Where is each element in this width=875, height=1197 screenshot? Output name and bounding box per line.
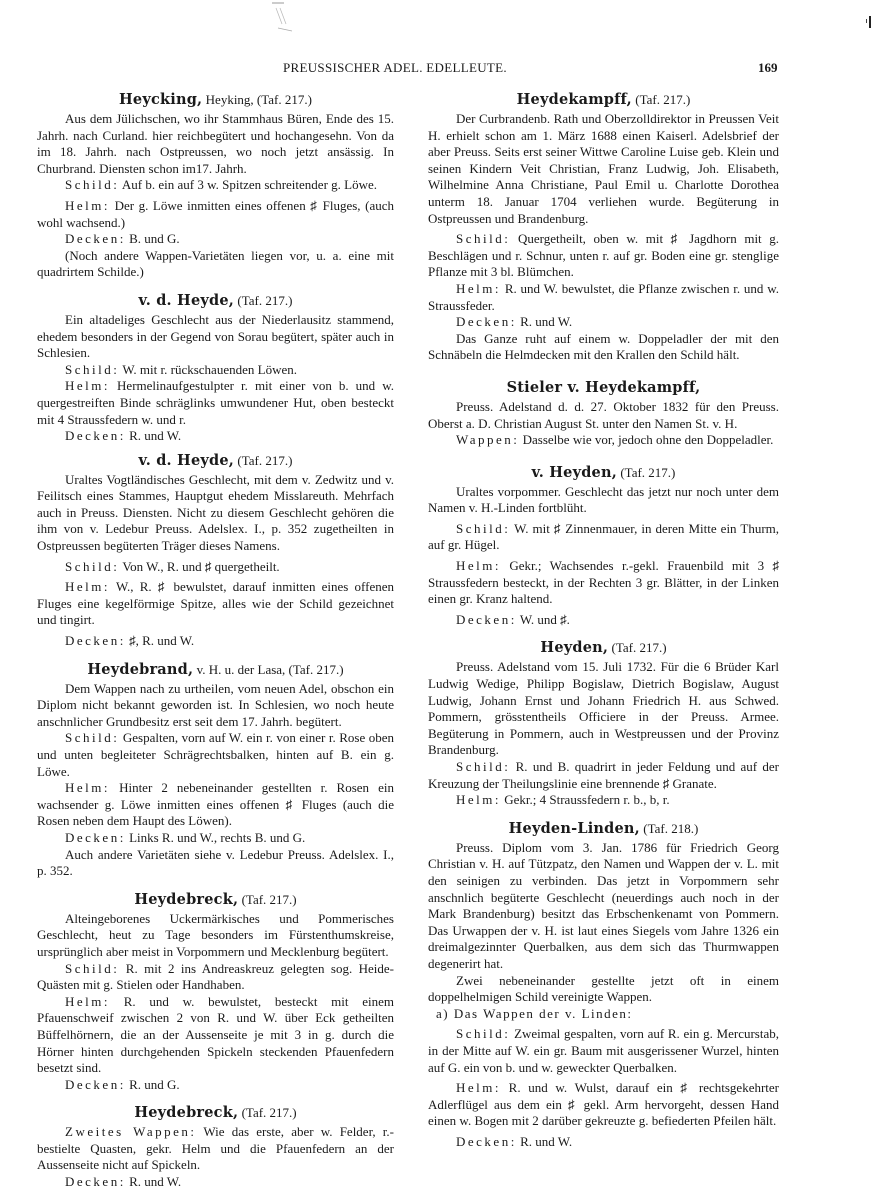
paragraph-schild: Schild: W. mit ♯ Zinnenmauer, in deren Mitte ein Thurm, auf gr. Hügel. (428, 520, 780, 553)
paragraph-decken: Decken: Links R. und W., rechts B. und G. (65, 829, 306, 845)
page-header (0, 60, 875, 80)
paragraph: Ein altadeliges Geschlecht aus der Niederlausitz stammend, ehedem besonders in der Gegend von Sorau begütert, später auch in Schlesien. (37, 311, 394, 361)
paragraph-helm: Helm: Hinter 2 nebeneinander gestellten r. Rosen ein wachsender g. Löwe inmitten eines offenen ♯ Fluges (auch die Rosen neben dem Haupt des Löwen). (37, 780, 394, 829)
label: Decken: (456, 314, 517, 330)
paragraph-decken: Decken: R. und W. (456, 1133, 573, 1149)
entry-heyden-linden (428, 819, 779, 1151)
entry-subtitle: (Taf. 217.) (635, 92, 691, 107)
label: Helm: (65, 579, 110, 595)
paragraph-decken: Decken: R. und W. (65, 428, 182, 444)
entry-subtitle: (Taf. 217.) (237, 292, 293, 308)
entry-stieler-v-heydekampff (428, 378, 779, 449)
scan-mark-right (866, 14, 872, 28)
paragraph-helm: Helm: Hermelinaufgestulpter r. mit einer von b. und w. quergestreiften Binde schräglinks umwundener Hut, oben besteckt mit 4 Straussfedern w. und r. (37, 378, 394, 427)
entry-subtitle: v. H. u. der Lasa, (Taf. 217.) (196, 661, 344, 677)
paragraph-decken: Decken: ♯, R. und W. (65, 633, 195, 649)
paragraph-decken: Decken: R. und W. (65, 1174, 182, 1190)
entry-subtitle: (Taf. 217.) (241, 891, 297, 907)
entry-name: Heydebrand, (87, 660, 194, 678)
label: Wappen: (456, 432, 520, 448)
label: Helm: (456, 1080, 501, 1096)
paragraph-helm: Helm: R. und w. Wulst, darauf ein ♯ rechtsgekehrter Adlerflügel aus dem ein ♯ gekl. Arm hervorgeht, dessen Hand einen w. Bogen mit 2 darüber gekreuzte g. befiederten Pfeilen hält. (428, 1080, 780, 1129)
entry-name: v. d. Heyde, (138, 291, 235, 309)
paragraph: Aus dem Jülichschen, wo ihr Stammhaus Büren, Ende des 15. Jahrh. nach Curland. hier reichbegütert und hochangesehn. Von da im 18. Jahrh. nach Ostpreussen, wo noch jetzt ansässig. In Churbrand. Diensten schon im17. Jahrh. (37, 111, 394, 176)
label: Schild: (456, 759, 511, 774)
paragraph-schild: Schild: Quergetheilt, oben w. mit ♯ Jagdhorn mit g. Beschlägen und r. Schnur, unten r. auf gr. Boden eine gr. stenglige Pflanze mit 3 bl. Blümchen. (428, 231, 780, 280)
paragraph: Preuss. Diplom vom 3. Jan. 1786 für Friedrich Georg Christian v. H. auf Tützpatz, den Namen und Wappen der v. L. mit den seinigen zu verbinden. Das jetzt in Vorpommern sehr anschnlich begüterte Geschlecht (neuerdings auch noch in der Mark Brandenburg) besitzt das Erbschenkenamt von Pommern. Das Urwappen der v. H. ist laut eines Siegels vom Jahre 1326 ein dreimalgezinnter Querbalken, aus dem sich das Thurmwappen degenerirt hat. (428, 839, 779, 971)
paragraph: Preuss. Adelstand vom 15. Juli 1732. Für die 6 Brüder Karl Ludwig Wedige, Philipp Bogislaw, Dietrich Bogislaw, August Ludwig, Johann Ernst und Johann Friedrich H. aus Schwed. Pommern, grösstentheils Officiere in der Preuss. Armee. Begüterung in Pommern, auch in Westpreussen und der Provinz Brandenburg. (428, 659, 779, 758)
paragraph-schild: Schild: Zweimal gespalten, vorn auf R. ein g. Mercurstab, in der Mitte auf W. ein gr. Baum mit ausgerissener Wurzel, hinten auf G. ein von b. und w. geweckter Querbalken. (428, 1026, 780, 1075)
paragraph-helm: Helm: Gekr.; Wachsendes r.-gekl. Frauenbild mit 3 ♯ Straussfedern besteckt, in der Rechten 3 gr. Blätter, in der Linken einen gr. Kranz haltend. (428, 558, 779, 607)
entry-title (37, 291, 394, 310)
entry-subtitle: Heyking, (Taf. 217.) (205, 92, 312, 107)
label: Decken: (65, 633, 126, 649)
entry-name: Heydebreck, (134, 890, 239, 908)
label: Zweites Wappen: (65, 1124, 197, 1140)
label: Schild: (65, 177, 120, 193)
paragraph-note: Auch andere Varietäten siehe v. Ledebur Preuss. Adelslex. I., p. 352. (37, 846, 394, 879)
left-column (37, 90, 394, 1197)
entry-name: Heyden, (540, 639, 609, 657)
entry-subtitle: (Taf. 218.) (643, 820, 699, 836)
paragraph-helm: Helm: R. und W. bewulstet, die Pflanze zwischen r. und w. Straussfeder. (428, 280, 779, 313)
entry-heydebreck-1 (37, 890, 394, 1094)
entry-v-d-heyde-1 (37, 291, 394, 445)
label: Schild: (65, 361, 120, 377)
entry-v-heyden (428, 463, 779, 629)
label: Decken: (65, 1174, 126, 1190)
paragraph-helm: Helm: W., R. ♯ bewulstet, darauf inmitten eines offenen Fluges eine kegelförmige Spitze, alles wie der Schild gezeichnet und tingirt. (37, 579, 395, 628)
paragraph: Der Curbrandenb. Rath und Oberzolldirektor in Preussen Veit H. erhielt schon am 1. März 1688 einen Kaiserl. Adelsbrief der aber Preuss. Seits erst seiner Wittwe Caroline Luise geb. Klein und seinen Kindern Veit Christian, Franz Ludwig, Joh. Elisabeth, Wilhelmine Anna Christiane, Paul Emil u. Charlotte Dorothea unterm 18. Januar 1704 verliehen wurde. Begüterung in Ostpreussen und Brandenburg. (428, 111, 779, 226)
paragraph: Zwei nebeneinander gestellte jetzt oft in einem doppelhelmigen Schild vereinigte Wappen. (428, 972, 779, 1005)
label: Schild: (65, 730, 120, 746)
entry-subtitle: (Taf. 217.) (620, 464, 676, 480)
entry-name: Stieler v. Heydekampff, (506, 378, 701, 396)
entry-name: Heycking, (119, 91, 203, 108)
entry-subtitle: (Taf. 217.) (241, 1105, 297, 1121)
entry-title (37, 660, 394, 679)
entry-title (428, 378, 779, 397)
paragraph-decken: Decken: R. und W. (456, 314, 573, 330)
label: Decken: (65, 428, 126, 444)
label: Helm: (456, 558, 501, 574)
entry-subtitle: (Taf. 217.) (237, 452, 293, 468)
paragraph-decken: Decken: W. und ♯. (456, 611, 570, 627)
paragraph-schild: Schild: R. mit 2 ins Andreaskreuz gelegten sog. Heide-Quästen mit g. Stielen oder Handhaben. (37, 960, 395, 993)
paragraph-note: (Noch andere Wappen-Varietäten liegen vor, u. a. eine mit quadrirtem Schilde.) (37, 247, 394, 280)
entry-name: Heyden-Linden, (508, 819, 640, 837)
page-number: 169 (758, 60, 778, 75)
paragraph: Uraltes vorpommer. Geschlecht das jetzt nur noch unter dem Namen v. H.-Linden fortblüht. (428, 483, 779, 516)
paragraph: Uraltes Vogtländisches Geschlecht, mit dem v. Zedwitz und v. Feilitsch eines Stammes, Hauptgut ehedem Misslareuth. Mehrfach auch in Preuss. Diensten. Nicht zu diesem Geschlecht gehören die ihm von v. Ledebur Preuss. Adelslex. I., p. 352 zugetheilten in Ostpreussen begüterten Träger dieses Namens. (37, 471, 394, 554)
entry-title (428, 90, 779, 109)
paragraph-schild: Schild: W. mit r. rückschauenden Löwen. (65, 361, 297, 377)
right-column (428, 90, 779, 1156)
entry-subtitle: (Taf. 217.) (611, 640, 667, 656)
label: Schild: (456, 231, 511, 247)
label: Helm: (65, 197, 110, 213)
paragraph-wappen: Wappen: Dasselbe wie vor, jedoch ohne den Doppeladler. (456, 432, 774, 448)
paragraph: Alteingeborenes Uckermärkisches und Pommerisches Geschlecht, heut zu Tage besonders im Fürstenthumskreise, ursprünglich aber meist in Vorpommern und Mecklenburg begütert. (37, 910, 394, 959)
paragraph-schild: Schild: R. und B. quadrirt in jeder Feldung und auf der Kreuzung der Theilungslinie eine brennende ♯ Granate. (428, 759, 779, 791)
label: Schild: (456, 1026, 511, 1042)
entry-name: Heydebreck, (134, 1104, 239, 1122)
entry-title (428, 638, 779, 657)
subheading-wappen-v-linden: a) Das Wappen der v. Linden: (436, 1005, 633, 1021)
label: Decken: (456, 611, 517, 627)
paragraph-helm: Helm: Gekr.; 4 Straussfedern r. b., b, r. (456, 792, 670, 808)
entry-name: v. d. Heyde, (138, 451, 235, 469)
label: Decken: (65, 829, 126, 845)
label: Helm: (65, 378, 110, 394)
label: Schild: (65, 960, 120, 976)
label: Decken: (65, 1076, 126, 1092)
paragraph-schild: Schild: Von W., R. und ♯ quergetheilt. (65, 558, 280, 574)
paragraph-decken: Decken: B. und G. (65, 231, 180, 247)
entry-title (37, 451, 394, 470)
label: Helm: (65, 780, 110, 796)
paragraph-helm: Helm: Der g. Löwe inmitten eines offenen ♯ Fluges, (auch wohl wachsend.) (37, 197, 394, 230)
entry-heycking (37, 90, 394, 281)
entry-title (428, 463, 779, 482)
label: Helm: (65, 993, 110, 1009)
entry-heydekampff (428, 90, 779, 364)
entry-name: Heydekampff, (516, 91, 632, 108)
scan-mark-top (270, 2, 300, 32)
entry-heydebreck-2 (37, 1103, 394, 1190)
entry-heydebrand (37, 660, 394, 880)
label: Helm: (456, 280, 501, 296)
paragraph-helm: Helm: R. und w. bewulstet, besteckt mit einem Pfauenschweif zwischen 2 von R. und W. über Eck getheilten Büffelhörnern, die an der Aussenseite je mit 3 in g. durch die Hörner hinten durchgehenden Spickeln steckenden Pfauenfedern besetzt sind. (37, 993, 394, 1076)
entry-name: v. Heyden, (531, 463, 617, 481)
entry-v-d-heyde-2 (37, 451, 394, 650)
paragraph-zweites-wappen: Zweites Wappen: Wie das erste, aber w. Felder, r.-bestielte Quasten, gekr. Helm und die Pfauenfedern an der Aussenseite nicht auf Spickeln. (37, 1124, 394, 1173)
paragraph: Dem Wappen nach zu urtheilen, vom neuen Adel, obschon ein Diplom nicht bekannt geworden ist. In Schlesien, wo noch heute anschnlicher Grundbesitz erst seit dem 17. Jahrh. begütert. (37, 680, 394, 729)
label: Schild: (456, 520, 511, 536)
paragraph: Preuss. Adelstand d. d. 27. Oktober 1832 für den Preuss. Oberst a. D. Christian August St. unter den Namen St. v. H. (428, 398, 779, 431)
entry-title (37, 890, 394, 909)
label: Decken: (65, 231, 126, 247)
entry-title (37, 90, 394, 109)
running-title: PREUSSISCHER ADEL. EDELLEUTE. (283, 60, 507, 75)
paragraph-schild: Schild: Gespalten, vorn auf W. ein r. von einer r. Rose oben und unten begleiteter Schrägrechtsbalken, hinten auf B. ein g. Löwe. (37, 730, 395, 779)
label: Decken: (456, 1133, 517, 1149)
paragraph-note: Das Ganze ruht auf einem w. Doppeladler der mit den Schnäbeln die Helmdecken mit den Krallen den Schild hält. (428, 330, 779, 363)
entry-heyden (428, 638, 779, 808)
entry-title (37, 1103, 394, 1122)
entry-title (428, 819, 779, 838)
paragraph-schild: Schild: Auf b. ein auf 3 w. Spitzen schreitender g. Löwe. (65, 177, 377, 193)
label: Helm: (456, 792, 501, 808)
label: Schild: (65, 558, 120, 574)
paragraph-decken: Decken: R. und G. (65, 1076, 180, 1092)
